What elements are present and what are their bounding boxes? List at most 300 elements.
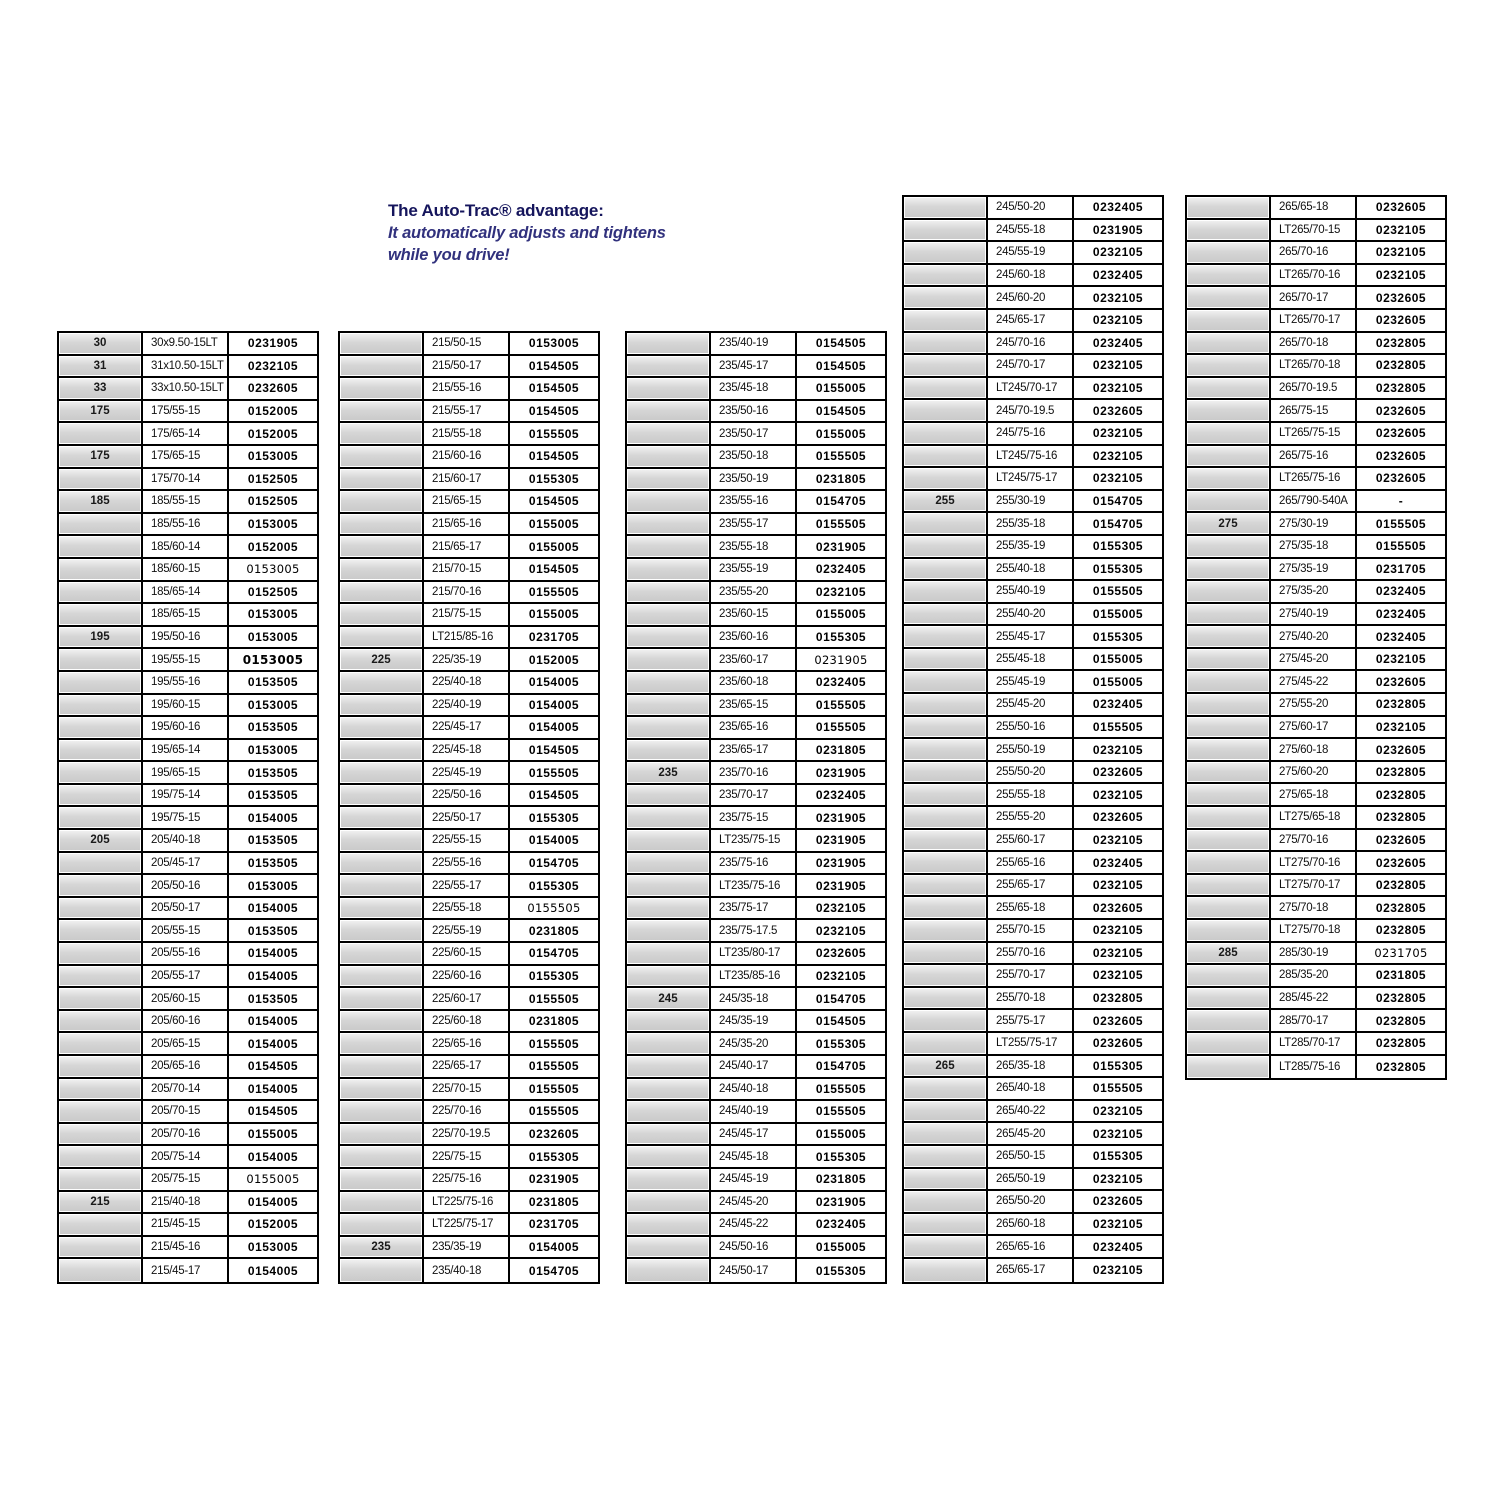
tire-group-cell bbox=[627, 1079, 711, 1100]
table-row bbox=[340, 423, 598, 446]
table-row bbox=[627, 423, 885, 446]
table-row bbox=[340, 1101, 598, 1124]
table-row bbox=[904, 400, 1162, 423]
part-number-cell: 0232105 bbox=[1375, 652, 1427, 667]
tire-size-cell: 265/75-15 bbox=[1271, 400, 1357, 421]
tire-group-cell bbox=[1187, 491, 1271, 512]
table-row bbox=[1187, 1033, 1445, 1056]
tire-size-cell: LT235/75-16 bbox=[711, 875, 797, 896]
table-row bbox=[59, 378, 317, 401]
tire-size-cell: 255/70-17 bbox=[988, 965, 1074, 986]
tire-size-cell: LT265/70-17 bbox=[1271, 310, 1357, 331]
tire-group-cell bbox=[904, 762, 988, 783]
tire-group-cell bbox=[340, 627, 424, 648]
part-number-cell: 0155005 bbox=[1092, 652, 1144, 667]
tire-size-cell: 235/60-16 bbox=[711, 627, 797, 648]
part-number-cell: 0232405 bbox=[1375, 606, 1427, 621]
part-number-cell: 0155005 bbox=[815, 1127, 867, 1142]
table-row bbox=[904, 1191, 1162, 1214]
tire-group-cell bbox=[627, 943, 711, 964]
part-number-cell: 0152005 bbox=[247, 426, 299, 441]
blurb-subtitle-line2: while you drive! bbox=[388, 246, 510, 264]
part-number-cell: 0154005 bbox=[247, 1036, 299, 1051]
tire-group-cell bbox=[59, 423, 143, 444]
tire-size-cell: 255/75-17 bbox=[988, 1010, 1074, 1031]
tire-size-cell: 195/75-14 bbox=[143, 785, 229, 806]
table-row bbox=[1187, 920, 1445, 943]
tire-group-cell bbox=[340, 717, 424, 738]
tire-group-cell bbox=[627, 604, 711, 625]
tire-size-cell: 265/65-16 bbox=[988, 1236, 1074, 1257]
table-row bbox=[340, 966, 598, 989]
tire-group-cell bbox=[1187, 784, 1271, 805]
tire-size-cell: 195/55-15 bbox=[143, 649, 229, 670]
part-number-cell: 0154005 bbox=[247, 1014, 299, 1029]
tire-size-cell: LT255/75-17 bbox=[988, 1033, 1074, 1054]
tire-size-cell: 245/70-19.5 bbox=[988, 400, 1074, 421]
tire-size-cell: 265/40-18 bbox=[988, 1078, 1074, 1099]
part-number-cell: 0153505 bbox=[247, 833, 299, 848]
tire-group-cell bbox=[59, 740, 143, 761]
part-number-cell: 0232805 bbox=[1092, 991, 1144, 1006]
tire-size-cell: 215/60-17 bbox=[424, 469, 510, 490]
tire-group-cell: 215 bbox=[59, 1192, 143, 1213]
tire-size-cell: 245/40-17 bbox=[711, 1056, 797, 1077]
part-number-cell: 0232605 bbox=[1375, 471, 1427, 486]
tire-group-cell bbox=[340, 559, 424, 580]
tire-size-cell: 235/55-19 bbox=[711, 559, 797, 580]
tire-group-cell bbox=[627, 717, 711, 738]
table-row bbox=[904, 830, 1162, 853]
tire-size-cell: 255/35-19 bbox=[988, 536, 1074, 557]
table-row bbox=[59, 762, 317, 785]
table-row bbox=[1187, 717, 1445, 740]
tire-size-cell: 225/50-16 bbox=[424, 785, 510, 806]
tire-size-cell: 255/50-19 bbox=[988, 739, 1074, 760]
part-number-cell: 0232105 bbox=[815, 968, 867, 983]
tire-group-cell bbox=[627, 356, 711, 377]
part-number-cell: 0231905 bbox=[815, 855, 867, 870]
tire-group-cell bbox=[59, 920, 143, 941]
table-row bbox=[59, 966, 317, 989]
fitment-table-column-5 bbox=[1185, 195, 1447, 1080]
tire-group-cell bbox=[59, 672, 143, 693]
part-number-cell: 0154505 bbox=[247, 1104, 299, 1119]
tire-size-cell: 195/75-15 bbox=[143, 807, 229, 828]
tire-group-cell bbox=[1187, 807, 1271, 828]
part-number-cell: 0231905 bbox=[815, 539, 867, 554]
tire-size-cell: 31x10.50-15LT bbox=[143, 356, 229, 377]
table-row bbox=[1187, 355, 1445, 378]
table-row bbox=[59, 1033, 317, 1056]
part-number-cell: 0232105 bbox=[1092, 471, 1144, 486]
tire-size-cell: 205/75-15 bbox=[143, 1169, 229, 1190]
part-number-cell: 0155505 bbox=[1092, 1081, 1144, 1096]
tire-group-cell bbox=[627, 627, 711, 648]
part-number-cell: 0153505 bbox=[247, 991, 299, 1006]
table-row bbox=[627, 1101, 885, 1124]
part-number-cell: 0155505 bbox=[815, 1081, 867, 1096]
tire-size-cell: 235/65-15 bbox=[711, 695, 797, 716]
table-row bbox=[59, 875, 317, 898]
table-row bbox=[1187, 762, 1445, 785]
tire-group-cell bbox=[1187, 536, 1271, 557]
tire-size-cell: LT235/80-17 bbox=[711, 943, 797, 964]
tire-group-cell bbox=[1187, 694, 1271, 715]
tire-group-cell bbox=[627, 853, 711, 874]
tire-size-cell: 245/45-22 bbox=[711, 1214, 797, 1235]
tire-size-cell: LT265/70-18 bbox=[1271, 355, 1357, 376]
tire-size-cell: 185/55-15 bbox=[143, 491, 229, 512]
part-number-cell: 0155505 bbox=[527, 901, 581, 916]
part-number-cell: 0154505 bbox=[528, 404, 580, 419]
part-number-cell: 0154705 bbox=[815, 991, 867, 1006]
part-number-cell: 0232805 bbox=[1375, 1036, 1427, 1051]
tire-size-cell: 235/75-17 bbox=[711, 898, 797, 919]
table-row bbox=[1187, 626, 1445, 649]
tire-group-cell bbox=[59, 536, 143, 557]
part-number-cell: 0154505 bbox=[528, 381, 580, 396]
tire-size-cell: 255/70-16 bbox=[988, 943, 1074, 964]
table-row bbox=[627, 672, 885, 695]
table-row bbox=[627, 695, 885, 718]
table-row bbox=[1187, 852, 1445, 875]
table-row bbox=[904, 1078, 1162, 1101]
tire-group-cell bbox=[340, 1146, 424, 1167]
part-number-cell: 0232605 bbox=[247, 381, 299, 396]
tire-size-cell: 195/55-16 bbox=[143, 672, 229, 693]
part-number-cell: 0232105 bbox=[1375, 719, 1427, 734]
part-number-cell: 0154505 bbox=[528, 494, 580, 509]
part-number-cell: 0231705 bbox=[528, 630, 580, 645]
part-number-cell: 0155505 bbox=[815, 449, 867, 464]
part-number-cell: 0232605 bbox=[528, 1127, 580, 1142]
part-number-cell: 0232605 bbox=[1375, 448, 1427, 463]
table-row bbox=[59, 672, 317, 695]
table-row bbox=[59, 1214, 317, 1237]
tire-group-cell bbox=[627, 423, 711, 444]
part-number-cell: 0155005 bbox=[528, 517, 580, 532]
part-number-cell: 0154005 bbox=[528, 1240, 580, 1255]
part-number-cell: 0154705 bbox=[528, 946, 580, 961]
tire-group-cell bbox=[904, 1169, 988, 1190]
tire-group-cell: 255 bbox=[904, 491, 988, 512]
tire-group-cell bbox=[1187, 739, 1271, 760]
table-row bbox=[340, 717, 598, 740]
tire-size-cell: 275/60-17 bbox=[1271, 717, 1357, 738]
part-number-cell: 0232605 bbox=[1375, 200, 1427, 215]
part-number-cell: 0155005 bbox=[247, 1127, 299, 1142]
part-number-cell: 0152005 bbox=[247, 1217, 299, 1232]
part-number-cell: 0154505 bbox=[815, 1014, 867, 1029]
fitment-table-column-2 bbox=[338, 331, 600, 1284]
tire-group-cell bbox=[1187, 1033, 1271, 1054]
tire-size-cell: LT275/70-18 bbox=[1271, 920, 1357, 941]
table-row bbox=[340, 1146, 598, 1169]
part-number-cell: 0154005 bbox=[528, 720, 580, 735]
tire-size-cell: LT215/85-16 bbox=[424, 627, 510, 648]
tire-size-cell: 255/65-16 bbox=[988, 852, 1074, 873]
table-row bbox=[59, 1192, 317, 1215]
tire-group-cell bbox=[627, 333, 711, 354]
part-number-cell: 0153005 bbox=[247, 449, 299, 464]
tire-size-cell: 245/45-18 bbox=[711, 1146, 797, 1167]
table-row bbox=[1187, 943, 1445, 966]
part-number-cell: 0232405 bbox=[815, 562, 867, 577]
table-row bbox=[904, 897, 1162, 920]
part-number-cell: 0155005 bbox=[246, 1172, 300, 1187]
table-row bbox=[340, 853, 598, 876]
tire-group-cell bbox=[1187, 965, 1271, 986]
tire-size-cell: 225/60-15 bbox=[424, 943, 510, 964]
tire-group-cell bbox=[59, 1124, 143, 1145]
tire-size-cell: 245/45-19 bbox=[711, 1169, 797, 1190]
table-row bbox=[904, 446, 1162, 469]
table-row bbox=[1187, 559, 1445, 582]
tire-group-cell: 235 bbox=[340, 1237, 424, 1258]
part-number-cell: 0153005 bbox=[247, 517, 299, 532]
tire-group-cell bbox=[627, 785, 711, 806]
tire-size-cell: 275/40-19 bbox=[1271, 604, 1357, 625]
part-number-cell: 0154705 bbox=[1092, 494, 1144, 509]
table-row bbox=[1187, 242, 1445, 265]
tire-size-cell: 225/60-17 bbox=[424, 988, 510, 1009]
part-number-cell: 0232605 bbox=[1092, 810, 1144, 825]
tire-group-cell bbox=[627, 559, 711, 580]
part-number-cell: 0232105 bbox=[1092, 313, 1144, 328]
part-number-cell: 0231905 bbox=[815, 878, 867, 893]
tire-size-cell: 205/75-14 bbox=[143, 1146, 229, 1167]
table-row bbox=[627, 898, 885, 921]
tire-group-cell: 285 bbox=[1187, 943, 1271, 964]
tire-group-cell bbox=[1187, 310, 1271, 331]
table-row bbox=[627, 1146, 885, 1169]
tire-group-cell bbox=[904, 694, 988, 715]
tire-size-cell: 225/75-15 bbox=[424, 1146, 510, 1167]
table-row bbox=[1187, 671, 1445, 694]
part-number-cell: 0232405 bbox=[1375, 584, 1427, 599]
tire-group-cell bbox=[1187, 242, 1271, 263]
table-row bbox=[1187, 287, 1445, 310]
tire-group-cell bbox=[904, 423, 988, 444]
table-row bbox=[340, 807, 598, 830]
tire-size-cell: 205/65-15 bbox=[143, 1033, 229, 1054]
part-number-cell: 0152505 bbox=[247, 494, 299, 509]
tire-group-cell bbox=[340, 491, 424, 512]
tire-size-cell: 205/45-17 bbox=[143, 853, 229, 874]
part-number-cell: 0232805 bbox=[1375, 787, 1427, 802]
tire-group-cell bbox=[340, 785, 424, 806]
tire-group-cell bbox=[340, 875, 424, 896]
tire-size-cell: 215/50-17 bbox=[424, 356, 510, 377]
tire-size-cell: 215/65-16 bbox=[424, 514, 510, 535]
tire-size-cell: 225/55-16 bbox=[424, 853, 510, 874]
table-row bbox=[59, 446, 317, 469]
part-number-cell: 0232105 bbox=[1092, 968, 1144, 983]
part-number-cell: 0232605 bbox=[1092, 765, 1144, 780]
table-row bbox=[340, 740, 598, 763]
part-number-cell: 0153005 bbox=[247, 742, 299, 757]
table-row bbox=[340, 491, 598, 514]
table-row bbox=[627, 717, 885, 740]
table-row bbox=[627, 875, 885, 898]
part-number-cell: 0155005 bbox=[815, 607, 867, 622]
tire-group-cell bbox=[904, 1123, 988, 1144]
table-row bbox=[340, 695, 598, 718]
tire-group-cell: 175 bbox=[59, 401, 143, 422]
tire-group-cell bbox=[627, 1214, 711, 1235]
tire-size-cell: 185/65-14 bbox=[143, 582, 229, 603]
tire-size-cell: 255/30-19 bbox=[988, 491, 1074, 512]
tire-size-cell: 235/50-18 bbox=[711, 446, 797, 467]
tire-group-cell bbox=[1187, 852, 1271, 873]
tire-group-cell bbox=[904, 400, 988, 421]
tire-size-cell: 275/40-20 bbox=[1271, 626, 1357, 647]
table-row bbox=[340, 672, 598, 695]
table-row bbox=[627, 559, 885, 582]
part-number-cell: 0232805 bbox=[1375, 1013, 1427, 1028]
tire-group-cell bbox=[340, 1056, 424, 1077]
part-number-cell: 0232605 bbox=[1092, 403, 1144, 418]
table-row bbox=[1187, 400, 1445, 423]
table-row bbox=[1187, 197, 1445, 220]
tire-group-cell bbox=[904, 671, 988, 692]
tire-size-cell: 235/55-17 bbox=[711, 514, 797, 535]
tire-size-cell: 205/50-17 bbox=[143, 898, 229, 919]
fitment-table-column-4 bbox=[902, 195, 1164, 1284]
part-number-cell: 0154705 bbox=[1092, 516, 1144, 531]
tire-size-cell: 225/70-16 bbox=[424, 1101, 510, 1122]
part-number-cell: 0155505 bbox=[815, 1104, 867, 1119]
table-row bbox=[904, 378, 1162, 401]
table-row bbox=[904, 739, 1162, 762]
tire-group-cell bbox=[904, 197, 988, 218]
table-row bbox=[627, 1033, 885, 1056]
part-number-cell: 0153505 bbox=[247, 675, 299, 690]
tire-size-cell: 225/50-17 bbox=[424, 807, 510, 828]
part-number-cell: 0232405 bbox=[1092, 855, 1144, 870]
tire-size-cell: 265/50-20 bbox=[988, 1191, 1074, 1212]
tire-group-cell bbox=[904, 830, 988, 851]
part-number-cell: 0232605 bbox=[1092, 1194, 1144, 1209]
tire-group-cell bbox=[1187, 830, 1271, 851]
tire-size-cell: 255/55-20 bbox=[988, 807, 1074, 828]
tire-size-cell: 215/75-15 bbox=[424, 604, 510, 625]
tire-group-cell bbox=[340, 695, 424, 716]
tire-size-cell: 255/70-15 bbox=[988, 920, 1074, 941]
table-row bbox=[340, 401, 598, 424]
table-row bbox=[904, 491, 1162, 514]
tire-size-cell: 235/75-17.5 bbox=[711, 920, 797, 941]
part-number-cell: 0152005 bbox=[528, 652, 580, 667]
tire-size-cell: 235/40-19 bbox=[711, 333, 797, 354]
part-number-cell: 0232605 bbox=[1375, 313, 1427, 328]
tire-group-cell bbox=[904, 242, 988, 263]
tire-group-cell bbox=[627, 582, 711, 603]
table-row bbox=[340, 1169, 598, 1192]
table-row bbox=[59, 807, 317, 830]
tire-group-cell: 30 bbox=[59, 333, 143, 354]
table-row bbox=[627, 582, 885, 605]
tire-size-cell: 195/65-15 bbox=[143, 762, 229, 783]
table-row bbox=[904, 965, 1162, 988]
part-number-cell: 0155305 bbox=[815, 1149, 867, 1164]
table-row bbox=[904, 197, 1162, 220]
tire-size-cell: LT235/85-16 bbox=[711, 966, 797, 987]
tire-size-cell: 245/60-18 bbox=[988, 265, 1074, 286]
part-number-cell: 0231905 bbox=[815, 833, 867, 848]
tire-size-cell: 225/45-18 bbox=[424, 740, 510, 761]
part-number-cell: 0231905 bbox=[815, 1194, 867, 1209]
tire-group-cell bbox=[1187, 626, 1271, 647]
table-row bbox=[627, 1169, 885, 1192]
tire-group-cell bbox=[59, 988, 143, 1009]
part-number-cell: 0155305 bbox=[1092, 1149, 1144, 1164]
part-number-cell: 0232805 bbox=[1375, 381, 1427, 396]
tire-size-cell: 245/35-20 bbox=[711, 1033, 797, 1054]
tire-group-cell bbox=[340, 446, 424, 467]
tire-group-cell bbox=[904, 446, 988, 467]
part-number-cell: 0232105 bbox=[1092, 1104, 1144, 1119]
tire-size-cell: 205/65-16 bbox=[143, 1056, 229, 1077]
part-number-cell: 0155505 bbox=[1092, 719, 1144, 734]
tire-size-cell: LT245/75-17 bbox=[988, 468, 1074, 489]
tire-size-cell: 215/45-16 bbox=[143, 1237, 229, 1258]
part-number-cell: 0154505 bbox=[528, 358, 580, 373]
tire-size-cell: 205/55-16 bbox=[143, 943, 229, 964]
part-number-cell: 0231905 bbox=[528, 1172, 580, 1187]
part-number-cell: 0231805 bbox=[815, 742, 867, 757]
tire-group-cell bbox=[1187, 197, 1271, 218]
tire-size-cell: 205/55-17 bbox=[143, 966, 229, 987]
tire-group-cell bbox=[340, 966, 424, 987]
part-number-cell: 0155305 bbox=[1092, 1058, 1144, 1073]
table-row bbox=[904, 513, 1162, 536]
tire-size-cell: 275/70-18 bbox=[1271, 897, 1357, 918]
table-row bbox=[627, 649, 885, 672]
table-row bbox=[59, 1237, 317, 1260]
table-row bbox=[627, 1259, 885, 1282]
tire-size-cell: 225/60-18 bbox=[424, 1011, 510, 1032]
table-row bbox=[627, 1237, 885, 1260]
tire-group-cell bbox=[1187, 581, 1271, 602]
tire-size-cell: 235/70-16 bbox=[711, 762, 797, 783]
tire-size-cell: LT285/75-16 bbox=[1271, 1056, 1357, 1079]
table-row bbox=[59, 333, 317, 356]
table-row bbox=[59, 898, 317, 921]
part-number-cell: 0154005 bbox=[528, 697, 580, 712]
part-number-cell: 0232405 bbox=[1092, 335, 1144, 350]
part-number-cell: 0155005 bbox=[1092, 674, 1144, 689]
tire-size-cell: 225/75-16 bbox=[424, 1169, 510, 1190]
table-row bbox=[340, 830, 598, 853]
table-row bbox=[340, 785, 598, 808]
tire-size-cell: 265/35-18 bbox=[988, 1056, 1074, 1077]
tire-size-cell: 245/65-17 bbox=[988, 310, 1074, 331]
tire-group-cell bbox=[1187, 762, 1271, 783]
tire-size-cell: 215/45-15 bbox=[143, 1214, 229, 1235]
part-number-cell: 0232105 bbox=[1092, 832, 1144, 847]
tire-group-cell bbox=[904, 468, 988, 489]
tire-size-cell: LT265/70-16 bbox=[1271, 265, 1357, 286]
tire-group-cell bbox=[904, 626, 988, 647]
tire-group-cell: 205 bbox=[59, 830, 143, 851]
table-row bbox=[904, 355, 1162, 378]
table-row bbox=[1187, 536, 1445, 559]
advantage-blurb bbox=[388, 200, 718, 266]
table-row bbox=[627, 356, 885, 379]
table-row bbox=[1187, 965, 1445, 988]
